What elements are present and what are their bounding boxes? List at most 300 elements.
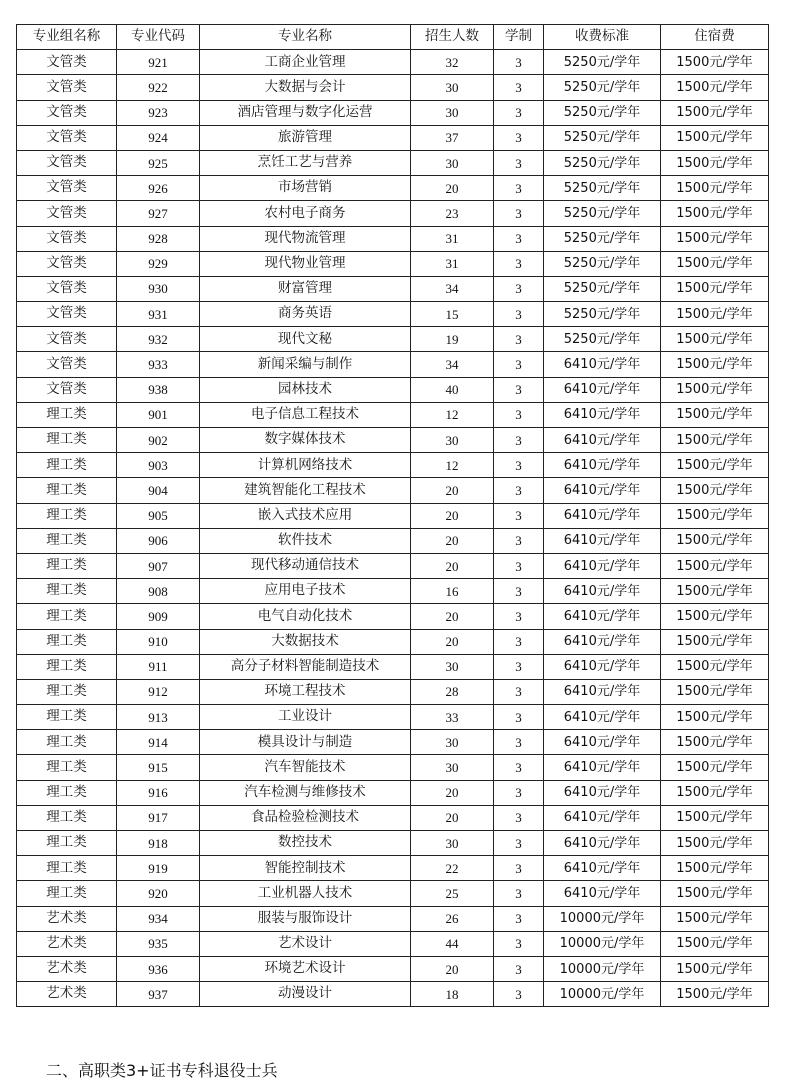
major-name-cell: 食品检验检测技术 xyxy=(200,805,411,830)
accommodation-cell: 1500元/学年 xyxy=(661,201,769,226)
table-row xyxy=(17,352,769,377)
group-name-cell: 文管类 xyxy=(17,201,117,226)
tuition-cell: 6410元/学年 xyxy=(544,428,661,453)
enrollment-table xyxy=(16,24,769,1007)
major-name-cell: 烹饪工艺与营养 xyxy=(200,150,411,175)
table-row xyxy=(17,831,769,856)
accommodation-cell: 1500元/学年 xyxy=(661,831,769,856)
accommodation-cell: 1500元/学年 xyxy=(661,780,769,805)
tuition-cell: 5250元/学年 xyxy=(544,50,661,75)
duration-cell: 3 xyxy=(494,831,544,856)
duration-cell: 3 xyxy=(494,453,544,478)
tuition-cell: 6410元/学年 xyxy=(544,730,661,755)
tuition-cell: 6410元/学年 xyxy=(544,856,661,881)
major-code-cell: 926 xyxy=(117,176,200,201)
tuition-cell: 6410元/学年 xyxy=(544,352,661,377)
enrollment-cell: 31 xyxy=(411,226,494,251)
major-name-cell: 电子信息工程技术 xyxy=(200,402,411,427)
enrollment-cell: 12 xyxy=(411,402,494,427)
duration-cell: 3 xyxy=(494,730,544,755)
group-name-cell: 理工类 xyxy=(17,604,117,629)
accommodation-cell: 1500元/学年 xyxy=(661,428,769,453)
tuition-cell: 6410元/学年 xyxy=(544,604,661,629)
header-tuition: 收费标准 xyxy=(544,25,661,50)
tuition-cell: 10000元/学年 xyxy=(544,931,661,956)
group-name-cell: 理工类 xyxy=(17,453,117,478)
major-code-cell: 938 xyxy=(117,377,200,402)
group-name-cell: 理工类 xyxy=(17,831,117,856)
major-name-cell: 现代物业管理 xyxy=(200,251,411,276)
enrollment-cell: 30 xyxy=(411,831,494,856)
major-code-cell: 924 xyxy=(117,125,200,150)
enrollment-cell: 20 xyxy=(411,805,494,830)
major-name-cell: 计算机网络技术 xyxy=(200,453,411,478)
table-row xyxy=(17,75,769,100)
duration-cell: 3 xyxy=(494,327,544,352)
table-row xyxy=(17,302,769,327)
tuition-cell: 6410元/学年 xyxy=(544,528,661,553)
major-name-cell: 艺术设计 xyxy=(200,931,411,956)
enrollment-cell: 25 xyxy=(411,881,494,906)
major-code-cell: 923 xyxy=(117,100,200,125)
duration-cell: 3 xyxy=(494,377,544,402)
major-name-cell: 农村电子商务 xyxy=(200,201,411,226)
tuition-cell: 6410元/学年 xyxy=(544,831,661,856)
tuition-cell: 6410元/学年 xyxy=(544,755,661,780)
major-code-cell: 937 xyxy=(117,982,200,1007)
group-name-cell: 文管类 xyxy=(17,50,117,75)
group-name-cell: 艺术类 xyxy=(17,931,117,956)
enrollment-cell: 23 xyxy=(411,201,494,226)
duration-cell: 3 xyxy=(494,705,544,730)
duration-cell: 3 xyxy=(494,553,544,578)
table-row xyxy=(17,906,769,931)
tuition-cell: 5250元/学年 xyxy=(544,276,661,301)
major-name-cell: 环境工程技术 xyxy=(200,679,411,704)
tuition-cell: 6410元/学年 xyxy=(544,402,661,427)
major-name-cell: 旅游管理 xyxy=(200,125,411,150)
group-name-cell: 文管类 xyxy=(17,352,117,377)
enrollment-cell: 20 xyxy=(411,478,494,503)
duration-cell: 3 xyxy=(494,50,544,75)
major-name-cell: 工业设计 xyxy=(200,705,411,730)
tuition-cell: 5250元/学年 xyxy=(544,226,661,251)
accommodation-cell: 1500元/学年 xyxy=(661,654,769,679)
major-code-cell: 922 xyxy=(117,75,200,100)
tuition-cell: 5250元/学年 xyxy=(544,302,661,327)
tuition-cell: 6410元/学年 xyxy=(544,478,661,503)
tuition-cell: 5250元/学年 xyxy=(544,75,661,100)
table-row xyxy=(17,780,769,805)
group-name-cell: 理工类 xyxy=(17,654,117,679)
major-code-cell: 932 xyxy=(117,327,200,352)
major-code-cell: 931 xyxy=(117,302,200,327)
major-name-cell: 环境艺术设计 xyxy=(200,956,411,981)
major-name-cell: 电气自动化技术 xyxy=(200,604,411,629)
group-name-cell: 理工类 xyxy=(17,503,117,528)
duration-cell: 3 xyxy=(494,276,544,301)
duration-cell: 3 xyxy=(494,478,544,503)
major-code-cell: 936 xyxy=(117,956,200,981)
group-name-cell: 理工类 xyxy=(17,780,117,805)
enrollment-cell: 33 xyxy=(411,705,494,730)
table-row xyxy=(17,730,769,755)
accommodation-cell: 1500元/学年 xyxy=(661,956,769,981)
major-code-cell: 920 xyxy=(117,881,200,906)
group-name-cell: 文管类 xyxy=(17,226,117,251)
major-code-cell: 902 xyxy=(117,428,200,453)
accommodation-cell: 1500元/学年 xyxy=(661,906,769,931)
duration-cell: 3 xyxy=(494,906,544,931)
duration-cell: 3 xyxy=(494,654,544,679)
major-name-cell: 汽车智能技术 xyxy=(200,755,411,780)
accommodation-cell: 1500元/学年 xyxy=(661,553,769,578)
enrollment-cell: 20 xyxy=(411,176,494,201)
major-code-cell: 925 xyxy=(117,150,200,175)
duration-cell: 3 xyxy=(494,755,544,780)
duration-cell: 3 xyxy=(494,931,544,956)
tuition-cell: 6410元/学年 xyxy=(544,579,661,604)
major-name-cell: 软件技术 xyxy=(200,528,411,553)
major-name-cell: 动漫设计 xyxy=(200,982,411,1007)
table-row xyxy=(17,453,769,478)
table-row xyxy=(17,276,769,301)
tuition-cell: 6410元/学年 xyxy=(544,881,661,906)
tuition-cell: 6410元/学年 xyxy=(544,503,661,528)
duration-cell: 3 xyxy=(494,503,544,528)
enrollment-cell: 44 xyxy=(411,931,494,956)
major-code-cell: 910 xyxy=(117,629,200,654)
tuition-cell: 6410元/学年 xyxy=(544,780,661,805)
major-code-cell: 912 xyxy=(117,679,200,704)
tuition-cell: 6410元/学年 xyxy=(544,629,661,654)
duration-cell: 3 xyxy=(494,100,544,125)
table-row xyxy=(17,881,769,906)
header-duration: 学制 xyxy=(494,25,544,50)
major-name-cell: 园林技术 xyxy=(200,377,411,402)
table-row xyxy=(17,629,769,654)
accommodation-cell: 1500元/学年 xyxy=(661,528,769,553)
enrollment-cell: 20 xyxy=(411,604,494,629)
duration-cell: 3 xyxy=(494,780,544,805)
major-name-cell: 应用电子技术 xyxy=(200,579,411,604)
enrollment-cell: 28 xyxy=(411,679,494,704)
accommodation-cell: 1500元/学年 xyxy=(661,352,769,377)
table-row xyxy=(17,150,769,175)
major-name-cell: 模具设计与制造 xyxy=(200,730,411,755)
enrollment-cell: 20 xyxy=(411,629,494,654)
major-code-cell: 913 xyxy=(117,705,200,730)
tuition-cell: 5250元/学年 xyxy=(544,176,661,201)
accommodation-cell: 1500元/学年 xyxy=(661,150,769,175)
major-name-cell: 工商企业管理 xyxy=(200,50,411,75)
major-code-cell: 918 xyxy=(117,831,200,856)
accommodation-cell: 1500元/学年 xyxy=(661,50,769,75)
duration-cell: 3 xyxy=(494,679,544,704)
group-name-cell: 理工类 xyxy=(17,478,117,503)
major-code-cell: 929 xyxy=(117,251,200,276)
enrollment-cell: 22 xyxy=(411,856,494,881)
table-row xyxy=(17,226,769,251)
duration-cell: 3 xyxy=(494,402,544,427)
major-code-cell: 905 xyxy=(117,503,200,528)
enrollment-cell: 32 xyxy=(411,50,494,75)
table-row xyxy=(17,755,769,780)
table-row xyxy=(17,654,769,679)
tuition-cell: 5250元/学年 xyxy=(544,201,661,226)
header-accommodation: 住宿费 xyxy=(661,25,769,50)
group-name-cell: 理工类 xyxy=(17,528,117,553)
group-name-cell: 理工类 xyxy=(17,805,117,830)
tuition-cell: 6410元/学年 xyxy=(544,705,661,730)
enrollment-cell: 30 xyxy=(411,730,494,755)
duration-cell: 3 xyxy=(494,302,544,327)
major-code-cell: 907 xyxy=(117,553,200,578)
group-name-cell: 理工类 xyxy=(17,705,117,730)
enrollment-cell: 16 xyxy=(411,579,494,604)
group-name-cell: 文管类 xyxy=(17,176,117,201)
table-row xyxy=(17,478,769,503)
major-code-cell: 921 xyxy=(117,50,200,75)
table-row xyxy=(17,528,769,553)
duration-cell: 3 xyxy=(494,629,544,654)
major-code-cell: 930 xyxy=(117,276,200,301)
duration-cell: 3 xyxy=(494,176,544,201)
group-name-cell: 文管类 xyxy=(17,302,117,327)
duration-cell: 3 xyxy=(494,226,544,251)
table-row xyxy=(17,50,769,75)
tuition-cell: 6410元/学年 xyxy=(544,679,661,704)
tuition-cell: 6410元/学年 xyxy=(544,654,661,679)
accommodation-cell: 1500元/学年 xyxy=(661,453,769,478)
major-name-cell: 市场营销 xyxy=(200,176,411,201)
accommodation-cell: 1500元/学年 xyxy=(661,100,769,125)
accommodation-cell: 1500元/学年 xyxy=(661,755,769,780)
table-row xyxy=(17,201,769,226)
enrollment-cell: 30 xyxy=(411,428,494,453)
major-code-cell: 915 xyxy=(117,755,200,780)
accommodation-cell: 1500元/学年 xyxy=(661,604,769,629)
major-code-cell: 933 xyxy=(117,352,200,377)
major-code-cell: 908 xyxy=(117,579,200,604)
enrollment-cell: 30 xyxy=(411,100,494,125)
enrollment-cell: 20 xyxy=(411,553,494,578)
tuition-cell: 5250元/学年 xyxy=(544,100,661,125)
major-code-cell: 901 xyxy=(117,402,200,427)
major-name-cell: 高分子材料智能制造技术 xyxy=(200,654,411,679)
accommodation-cell: 1500元/学年 xyxy=(661,478,769,503)
duration-cell: 3 xyxy=(494,881,544,906)
tuition-cell: 5250元/学年 xyxy=(544,125,661,150)
enrollment-cell: 34 xyxy=(411,276,494,301)
group-name-cell: 理工类 xyxy=(17,881,117,906)
accommodation-cell: 1500元/学年 xyxy=(661,75,769,100)
table-row xyxy=(17,553,769,578)
accommodation-cell: 1500元/学年 xyxy=(661,251,769,276)
enrollment-cell: 40 xyxy=(411,377,494,402)
group-name-cell: 文管类 xyxy=(17,251,117,276)
table-row xyxy=(17,428,769,453)
group-name-cell: 理工类 xyxy=(17,428,117,453)
accommodation-cell: 1500元/学年 xyxy=(661,503,769,528)
accommodation-cell: 1500元/学年 xyxy=(661,579,769,604)
header-major-name: 专业名称 xyxy=(200,25,411,50)
group-name-cell: 理工类 xyxy=(17,579,117,604)
table-row xyxy=(17,679,769,704)
duration-cell: 3 xyxy=(494,150,544,175)
group-name-cell: 艺术类 xyxy=(17,906,117,931)
table-row xyxy=(17,705,769,730)
tuition-cell: 6410元/学年 xyxy=(544,805,661,830)
major-name-cell: 工业机器人技术 xyxy=(200,881,411,906)
major-code-cell: 909 xyxy=(117,604,200,629)
major-name-cell: 酒店管理与数字化运营 xyxy=(200,100,411,125)
accommodation-cell: 1500元/学年 xyxy=(661,931,769,956)
duration-cell: 3 xyxy=(494,805,544,830)
duration-cell: 3 xyxy=(494,428,544,453)
table-row xyxy=(17,956,769,981)
enrollment-cell: 34 xyxy=(411,352,494,377)
major-name-cell: 现代文秘 xyxy=(200,327,411,352)
tuition-cell: 10000元/学年 xyxy=(544,982,661,1007)
group-name-cell: 文管类 xyxy=(17,377,117,402)
major-name-cell: 数控技术 xyxy=(200,831,411,856)
enrollment-cell: 20 xyxy=(411,780,494,805)
accommodation-cell: 1500元/学年 xyxy=(661,856,769,881)
table-row xyxy=(17,604,769,629)
enrollment-cell: 15 xyxy=(411,302,494,327)
duration-cell: 3 xyxy=(494,604,544,629)
major-name-cell: 新闻采编与制作 xyxy=(200,352,411,377)
accommodation-cell: 1500元/学年 xyxy=(661,881,769,906)
table-row xyxy=(17,125,769,150)
duration-cell: 3 xyxy=(494,982,544,1007)
major-code-cell: 904 xyxy=(117,478,200,503)
enrollment-cell: 20 xyxy=(411,956,494,981)
enrollment-cell: 31 xyxy=(411,251,494,276)
major-code-cell: 914 xyxy=(117,730,200,755)
accommodation-cell: 1500元/学年 xyxy=(661,327,769,352)
group-name-cell: 文管类 xyxy=(17,75,117,100)
group-name-cell: 理工类 xyxy=(17,679,117,704)
table-header-row xyxy=(17,25,769,50)
table-body xyxy=(17,50,769,1007)
table-row xyxy=(17,251,769,276)
major-code-cell: 919 xyxy=(117,856,200,881)
major-name-cell: 智能控制技术 xyxy=(200,856,411,881)
accommodation-cell: 1500元/学年 xyxy=(661,805,769,830)
enrollment-cell: 19 xyxy=(411,327,494,352)
tuition-cell: 6410元/学年 xyxy=(544,553,661,578)
accommodation-cell: 1500元/学年 xyxy=(661,377,769,402)
table-row xyxy=(17,856,769,881)
major-code-cell: 928 xyxy=(117,226,200,251)
major-name-cell: 现代物流管理 xyxy=(200,226,411,251)
major-name-cell: 大数据与会计 xyxy=(200,75,411,100)
duration-cell: 3 xyxy=(494,75,544,100)
enrollment-cell: 30 xyxy=(411,150,494,175)
table-row xyxy=(17,579,769,604)
major-name-cell: 数字媒体技术 xyxy=(200,428,411,453)
duration-cell: 3 xyxy=(494,956,544,981)
enrollment-cell: 26 xyxy=(411,906,494,931)
major-code-cell: 911 xyxy=(117,654,200,679)
group-name-cell: 理工类 xyxy=(17,402,117,427)
major-name-cell: 建筑智能化工程技术 xyxy=(200,478,411,503)
table-row xyxy=(17,402,769,427)
group-name-cell: 文管类 xyxy=(17,125,117,150)
major-name-cell: 服装与服饰设计 xyxy=(200,906,411,931)
major-name-cell: 商务英语 xyxy=(200,302,411,327)
table-row xyxy=(17,176,769,201)
accommodation-cell: 1500元/学年 xyxy=(661,226,769,251)
accommodation-cell: 1500元/学年 xyxy=(661,276,769,301)
header-major-code: 专业代码 xyxy=(117,25,200,50)
header-enrollment: 招生人数 xyxy=(411,25,494,50)
major-code-cell: 916 xyxy=(117,780,200,805)
duration-cell: 3 xyxy=(494,528,544,553)
table-row xyxy=(17,503,769,528)
enrollment-cell: 30 xyxy=(411,654,494,679)
tuition-cell: 5250元/学年 xyxy=(544,327,661,352)
accommodation-cell: 1500元/学年 xyxy=(661,705,769,730)
accommodation-cell: 1500元/学年 xyxy=(661,125,769,150)
group-name-cell: 理工类 xyxy=(17,553,117,578)
duration-cell: 3 xyxy=(494,201,544,226)
major-name-cell: 大数据技术 xyxy=(200,629,411,654)
tuition-cell: 6410元/学年 xyxy=(544,453,661,478)
group-name-cell: 文管类 xyxy=(17,327,117,352)
enrollment-cell: 30 xyxy=(411,75,494,100)
major-name-cell: 汽车检测与维修技术 xyxy=(200,780,411,805)
table-row xyxy=(17,931,769,956)
group-name-cell: 理工类 xyxy=(17,629,117,654)
major-code-cell: 903 xyxy=(117,453,200,478)
header-group-name: 专业组名称 xyxy=(17,25,117,50)
table-row xyxy=(17,982,769,1007)
enrollment-cell: 20 xyxy=(411,528,494,553)
major-code-cell: 917 xyxy=(117,805,200,830)
group-name-cell: 艺术类 xyxy=(17,956,117,981)
major-name-cell: 现代移动通信技术 xyxy=(200,553,411,578)
tuition-cell: 10000元/学年 xyxy=(544,906,661,931)
accommodation-cell: 1500元/学年 xyxy=(661,302,769,327)
group-name-cell: 文管类 xyxy=(17,100,117,125)
duration-cell: 3 xyxy=(494,856,544,881)
group-name-cell: 文管类 xyxy=(17,150,117,175)
duration-cell: 3 xyxy=(494,251,544,276)
major-code-cell: 906 xyxy=(117,528,200,553)
group-name-cell: 理工类 xyxy=(17,755,117,780)
duration-cell: 3 xyxy=(494,352,544,377)
tuition-cell: 6410元/学年 xyxy=(544,377,661,402)
enrollment-cell: 30 xyxy=(411,755,494,780)
major-name-cell: 财富管理 xyxy=(200,276,411,301)
enrollment-table-container xyxy=(16,24,769,1007)
accommodation-cell: 1500元/学年 xyxy=(661,679,769,704)
group-name-cell: 理工类 xyxy=(17,856,117,881)
accommodation-cell: 1500元/学年 xyxy=(661,730,769,755)
tuition-cell: 5250元/学年 xyxy=(544,150,661,175)
table-row xyxy=(17,805,769,830)
group-name-cell: 理工类 xyxy=(17,730,117,755)
group-name-cell: 文管类 xyxy=(17,276,117,301)
accommodation-cell: 1500元/学年 xyxy=(661,629,769,654)
table-row xyxy=(17,100,769,125)
group-name-cell: 艺术类 xyxy=(17,982,117,1007)
tuition-cell: 10000元/学年 xyxy=(544,956,661,981)
table-row xyxy=(17,327,769,352)
